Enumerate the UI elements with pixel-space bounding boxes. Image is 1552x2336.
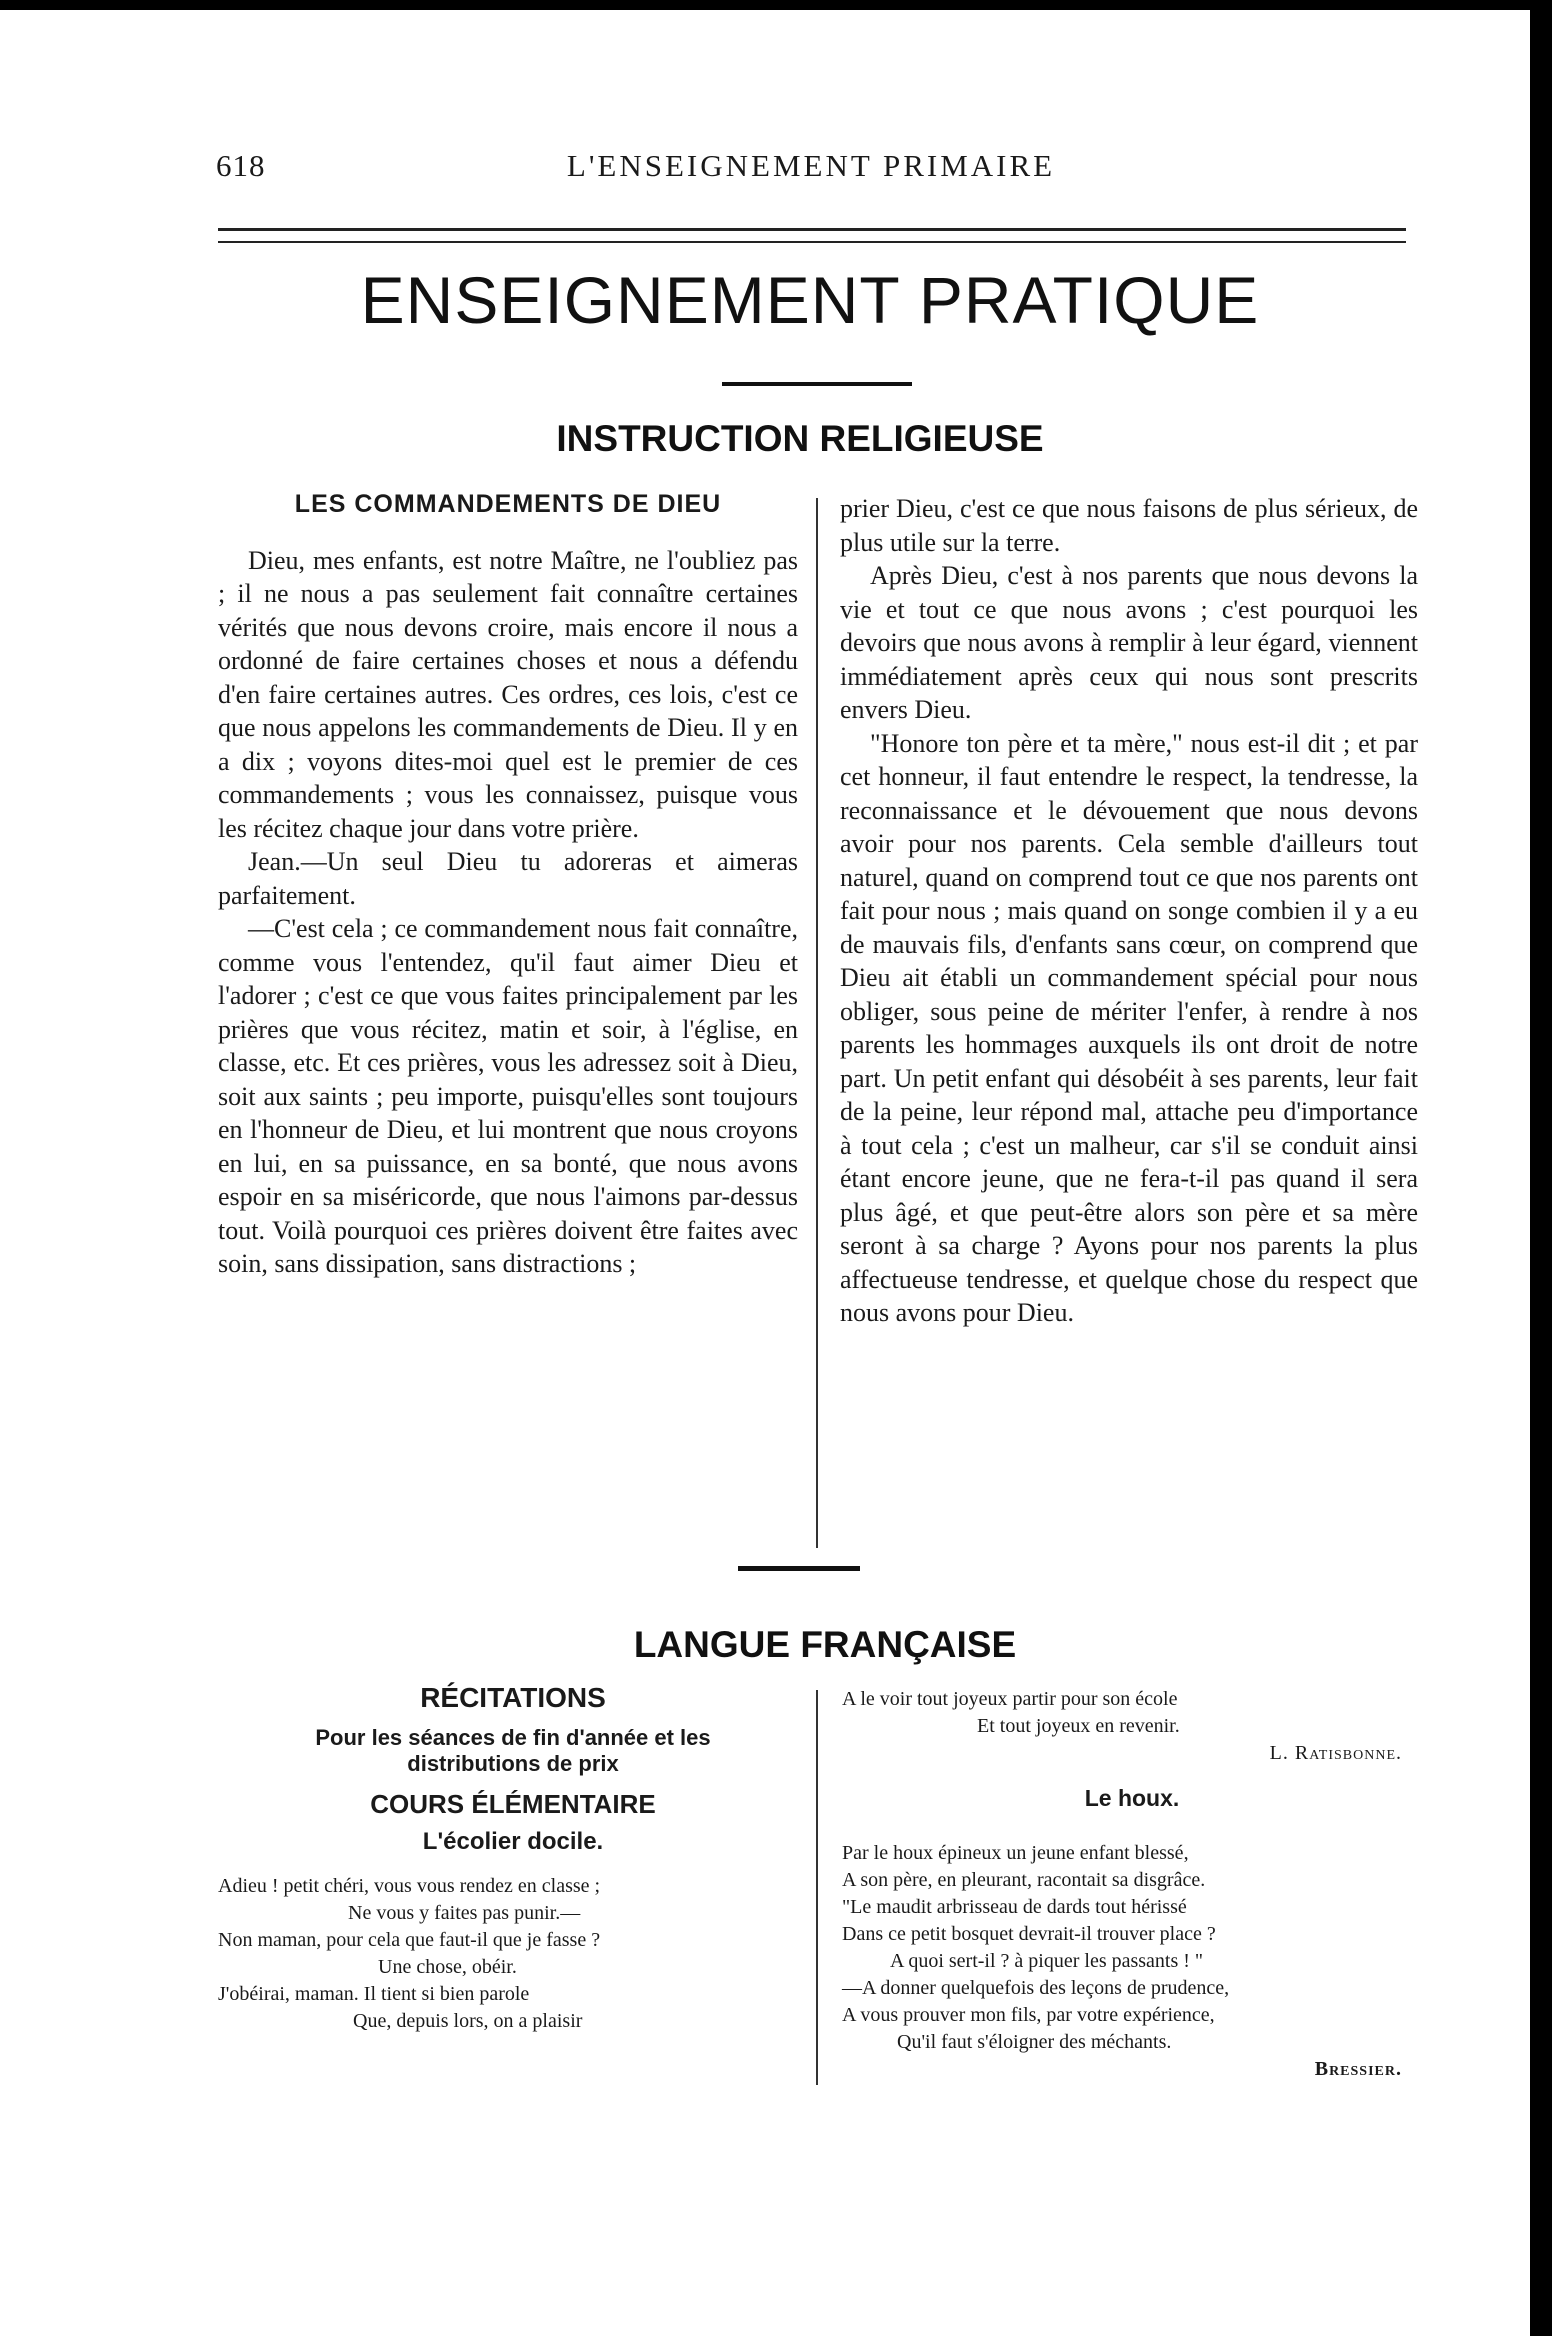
poem-line: A son père, en pleurant, racontait sa disgrâce. [842,1869,1206,1891]
scan-right-border [1530,0,1552,2336]
poem-line: A vous prouver mon fils, par votre expérience, [842,2004,1215,2026]
page-number: 618 [216,148,266,183]
poem-line: Ne vous y faites pas punir.— [348,1902,581,1924]
poem-line: "Le maudit arbrisseau de dards tout hérissé [842,1896,1187,1918]
section-separator-rule [738,1566,860,1571]
poem-line: A le voir tout joyeux partir pour son école [842,1688,1178,1710]
column-left-french [218,1684,808,2035]
section-title-instruction: INSTRUCTION RELIGIEUSE [556,418,1044,459]
paragraph: prier Dieu, c'est ce que nous faisons de plus sérieux, de plus utile sur la terre. [840,494,1418,557]
journal-title: L'ENSEIGNEMENT PRIMAIRE [566,148,1056,183]
poem-line: Et tout joyeux en revenir. [977,1715,1180,1737]
column-divider [816,498,818,1548]
column-right-religion [840,492,1418,1330]
poem-line: Par le houx épineux un jeune enfant blessé, [842,1842,1189,1864]
poem-line: —A donner quelquefois des leçons de prudence, [842,1977,1230,1999]
poem-author: L. Ratisbonne. [1269,1742,1402,1764]
paragraph: "Honore ton père et ta mère," nous est-il dit ; et par cet honneur, il faut entendre le respect, la tendresse, la reconnaissance et le dévouement que nous devons avoir pour nos parents. Cela semble d'ailleurs tout naturel, quand on comprend tout ce que nos parents ont fait pour nous ; mais quand on songe combien il y a eu de mauvais fils, d'enfants sans cœur, on comprend que Dieu ait établi un commandement spécial pour nous obliger, sous peine de mériter l'enfer, à rendre à nos parents les hommages auxquels ils ont droit de notre part. Un petit enfant qui désobéit à ses parents, leur fait de la peine, leur répond mal, attache peu d'importance à tout cela ; c'est un malheur, car s'il se conduit ainsi étant encore jeune, que ne fera-t-il pas quand il sera plus âgé, et que peut-être alors son père et sa mère seront à sa charge ? Ayons pour nos parents la plus affectueuse tendresse, et quelque chose du respect que nous avons pour Dieu. [840,728,1418,1327]
poem-title: Le houx. [1084,1785,1180,1811]
poem-line: Dans ce petit bosquet devrait-il trouver place ? [842,1923,1216,1945]
running-header [216,148,1406,188]
poem-author: Bressier. [1314,2058,1402,2080]
subsection-title: LES COMMANDEMENTS DE DIEU [294,490,722,518]
main-title: ENSEIGNEMENT PRATIQUE [360,263,1260,337]
paragraph: Jean.—Un seul Dieu tu adoreras et aimeras parfaitement. [218,847,798,910]
column-right-french [842,1686,1422,2083]
column-left-religion [218,488,798,1281]
section-title-langue: LANGUE FRANÇAISE [633,1624,1017,1665]
poem-line: Une chose, obéir. [378,1956,517,1978]
poem-line: Qu'il faut s'éloigner des méchants. [897,2031,1172,2053]
poem-line: Adieu ! petit chéri, vous vous rendez en classe ; [218,1875,601,1897]
poem-title: L'écolier docile. [422,1828,604,1855]
title-rule [722,382,912,386]
header-double-rule [218,228,1406,243]
poem-line: Non maman, pour cela que faut-il que je fasse ? [218,1929,601,1951]
occasion-heading: Pour les séances de fin d'année et les distributions de prix [315,1725,711,1776]
paragraph: Dieu, mes enfants, est notre Maître, ne l'oubliez pas ; il ne nous a pas seulement fait connaître certaines vérités que nous devons croire, mais encore il nous a ordonné de faire certaines choses et nous a défendu d'en faire certaines autres. Ces ordres, ces lois, c'est ce que nous appelons les commandements de Dieu. Il y en a dix ; voyons dites-moi quel est le premier de ces commandements ; vous les connaissez, puisque vous les récitez chaque jour dans votre prière. [218,545,798,843]
recitations-heading: RÉCITATIONS [420,1682,606,1713]
column-divider [816,1690,818,2085]
paragraph: Après Dieu, c'est à nos parents que nous devons la vie et tout ce que nous avons ; c'est pourquoi les devoirs que nous avons à remplir à leur égard, viennent immédiatement après ceux qui nous sont prescrits envers Dieu. [840,561,1418,724]
poem-line: J'obéirai, maman. Il tient si bien parole [218,1983,530,2005]
level-heading: COURS ÉLÉMENTAIRE [370,1789,656,1819]
paragraph: —C'est cela ; ce commandement nous fait connaître, comme vous l'entendez, qu'il faut aimer Dieu et l'adorer ; c'est ce que vous faites principalement par les prières que vous récitez, matin et soir, à l'église, en classe, etc. Et ces prières, vous les adressez soit à Dieu, soit aux saints ; peu importe, puisqu'elles sont toujours en l'honneur de Dieu, et lui montrent que nous croyons en lui, en sa puissance, en sa bonté, que nous avons espoir en sa miséricorde, que nous l'aimons par-dessus tout. Voilà pourquoi ces prières doivent être faites avec soin, sans dissipation, sans distractions ; [218,914,798,1278]
poem-line: Que, depuis lors, on a plaisir [353,2010,583,2032]
poem-line: A quoi sert-il ? à piquer les passants ! " [890,1950,1204,1972]
